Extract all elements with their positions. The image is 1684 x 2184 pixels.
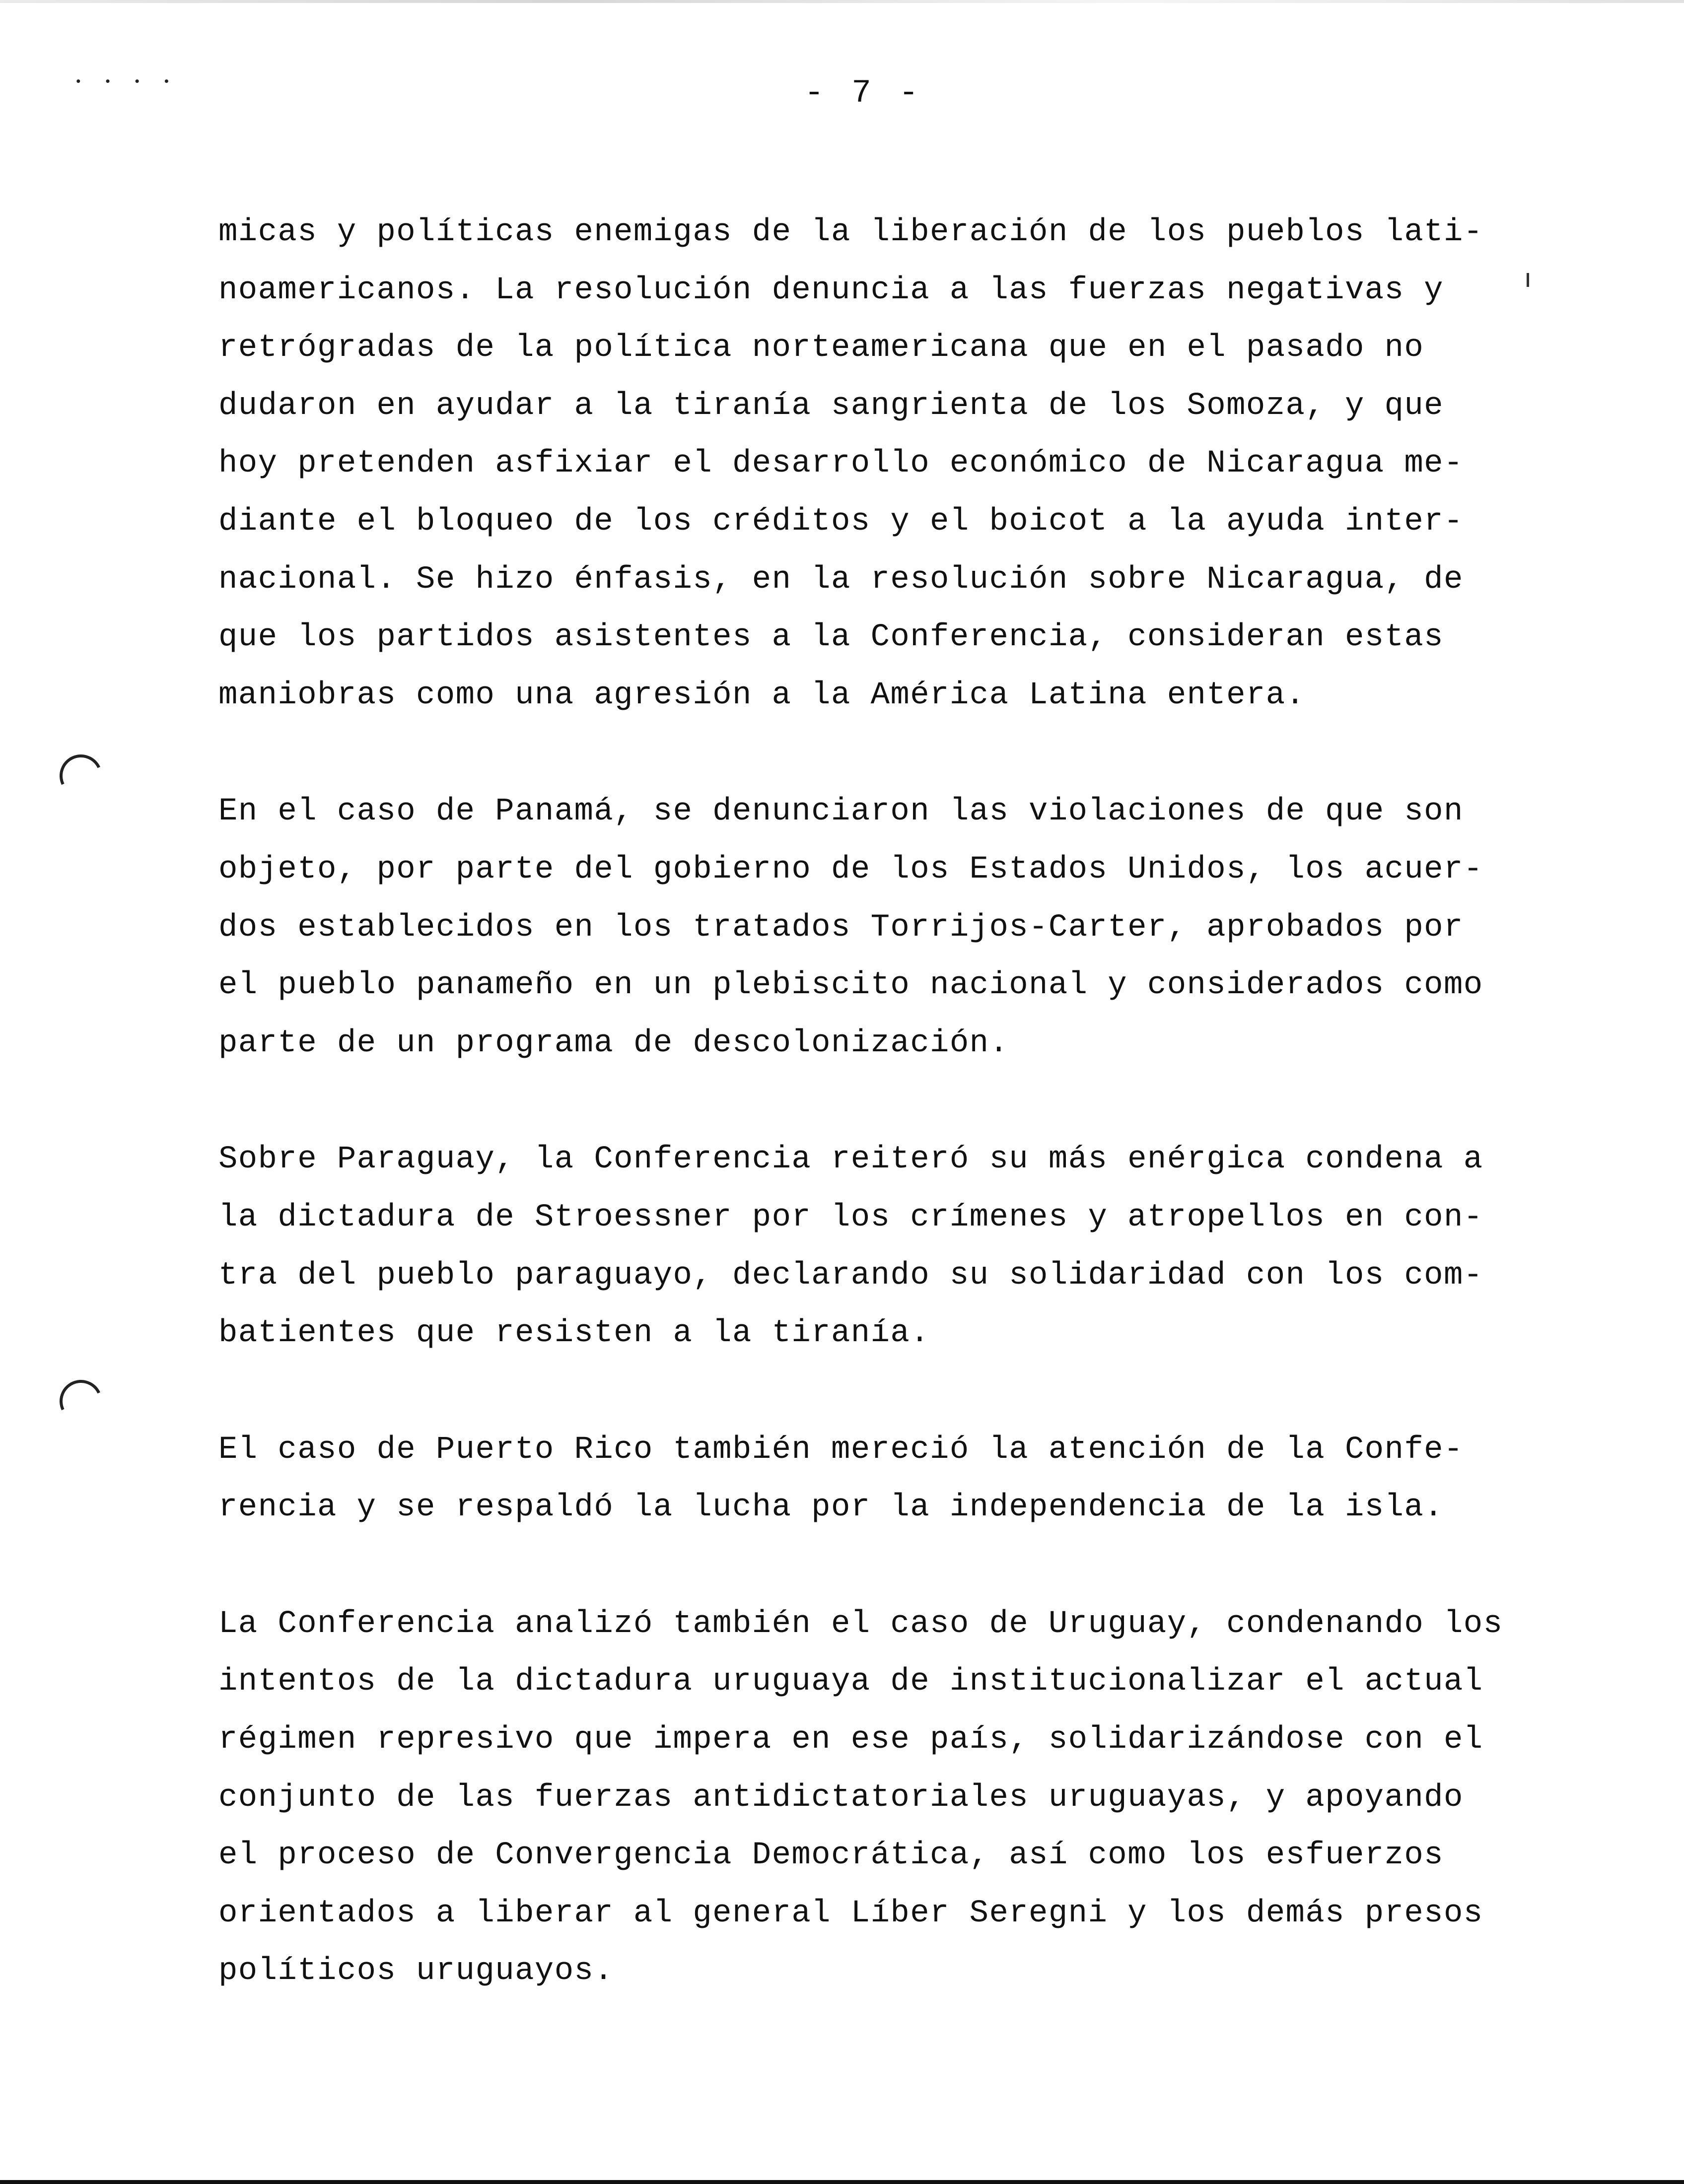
text-line: La Conferencia analizó también el caso de Uruguay, condenando los — [218, 1606, 1503, 1642]
text-line: que los partidos asistentes a la Conferencia, consideran estas — [218, 619, 1444, 656]
text-line: objeto, por parte del gobierno de los Estados Unidos, los acuer- — [218, 851, 1483, 887]
page-number: - 7 - — [804, 74, 923, 112]
text-line: hoy pretenden asfixiar el desarrollo económico de Nicaragua me- — [218, 446, 1464, 482]
text-line: la dictadura de Stroessner por los crímenes y atropellos en con- — [218, 1199, 1483, 1235]
text-line: el pueblo panameño en un plebiscito nacional y considerados como — [218, 967, 1483, 1004]
text-line: retrógradas de la política norteamericana que en el pasado no — [218, 330, 1424, 366]
paragraph-uruguay — [218, 1595, 1529, 2000]
text-line: conjunto de las fuerzas antidictatoriales uruguayas, y apoyando — [218, 1779, 1464, 1816]
paragraph-puerto-rico — [218, 1421, 1529, 1537]
punch-hole-icon — [54, 749, 108, 803]
text-line: dos establecidos en los tratados Torrijos-Carter, aprobados por — [218, 909, 1464, 946]
text-line: El caso de Puerto Rico también mereció la atención de la Confe- — [218, 1432, 1464, 1468]
scan-bottom-edge — [0, 2180, 1684, 2184]
text-line: parte de un programa de descolonización. — [218, 1025, 1009, 1061]
text-line: dudaron en ayudar a la tiranía sangrienta de los Somoza, y que — [218, 388, 1444, 424]
text-line: En el caso de Panamá, se denunciaron las violaciones de que son — [218, 794, 1464, 830]
text-line: batientes que resisten a la tiranía. — [218, 1315, 930, 1352]
text-line: orientados a liberar al general Líber Seregni y los demás presos — [218, 1895, 1483, 1931]
paragraph-panama — [218, 783, 1529, 1072]
body-text — [218, 204, 1529, 2059]
text-line: noamericanos. La resolución denuncia a las fuerzas negativas y — [218, 272, 1444, 308]
text-line: Sobre Paraguay, la Conferencia reiteró su más enérgica condena a — [218, 1142, 1483, 1178]
text-line: intentos de la dictadura uruguaya de institucionalizar el actual — [218, 1664, 1483, 1700]
paragraph-nicaragua — [218, 204, 1529, 724]
paragraph-paraguay — [218, 1131, 1529, 1362]
text-line: el proceso de Convergencia Democrática, así como los esfuerzos — [218, 1838, 1444, 1874]
text-line: nacional. Se hizo énfasis, en la resolución sobre Nicaragua, de — [218, 561, 1464, 598]
punch-hole-icon — [54, 1374, 108, 1429]
text-line: rencia y se respaldó la lucha por la independencia de la isla. — [218, 1490, 1444, 1526]
text-line: tra del pueblo paraguayo, declarando su solidaridad con los com- — [218, 1257, 1483, 1294]
text-line: régimen represivo que impera en ese país, solidarizándose con el — [218, 1722, 1483, 1758]
text-line: maniobras como una agresión a la América Latina entera. — [218, 677, 1306, 713]
margin-marks: • • • • — [74, 74, 178, 89]
scan-top-edge — [0, 0, 1684, 3]
text-line: políticos uruguayos. — [218, 1953, 614, 1989]
text-line: diante el bloqueo de los créditos y el boicot a la ayuda inter- — [218, 503, 1464, 540]
text-line: micas y políticas enemigas de la liberación de los pueblos lati- — [218, 214, 1483, 250]
